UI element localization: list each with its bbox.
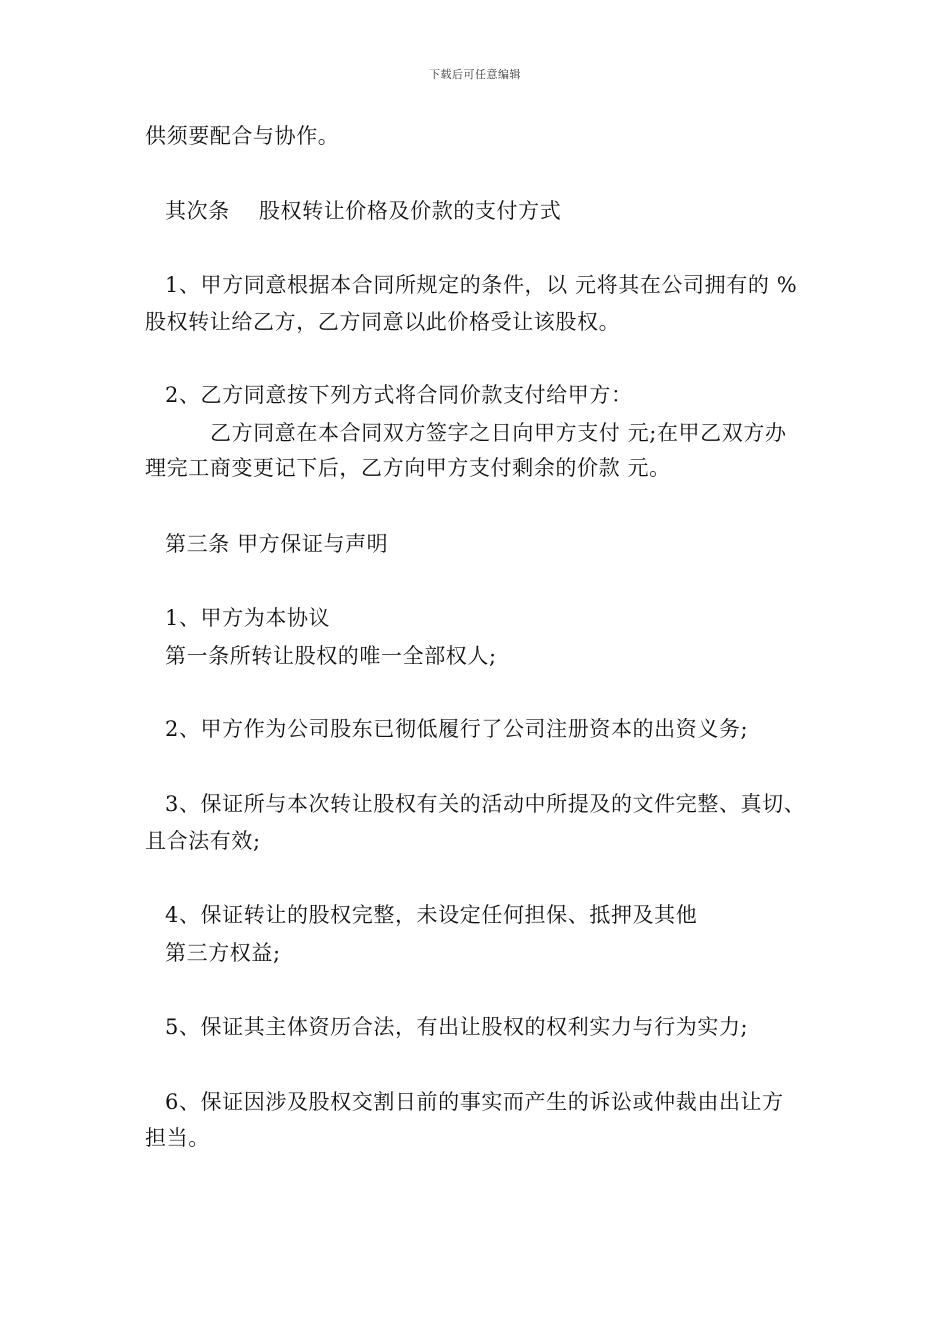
clause-3-1-line-1: 1、甲方为本协议 (165, 606, 331, 630)
clause-3-4-line-2: 第三方权益; (165, 941, 281, 965)
clause-2-1-line-2: 股权转让给乙方，乙方同意以此价格受让该股权。 (145, 310, 621, 334)
clause-3-3-line-2: 且合法有效; (145, 829, 261, 853)
clause-3-6-line-2: 担当。 (145, 1126, 210, 1150)
paragraph-line: 供须要配合与协作。 (145, 124, 340, 148)
clause-3-1-line-2: 第一条所转让股权的唯一全部权人; (165, 644, 497, 668)
clause-3-2: 2、甲方作为公司股东已彻低履行了公司注册资本的出资义务; (165, 717, 749, 741)
clause-3-6-line-1: 6、保证因涉及股权交割日前的事实而产生的诉讼或仲裁由出让方 (165, 1090, 784, 1114)
clause-2-2-line-2: 乙方同意在本合同双方签字之日向甲方支付 元;在甲乙双方办 (210, 421, 787, 445)
clause-3-5: 5、保证其主体资历合法，有出让股权的权利实力与行为实力; (165, 1015, 749, 1039)
section-heading-article-2: 其次条 股权转让价格及价款的支付方式 (165, 199, 562, 223)
clause-2-2-line-3: 理完工商变更记下后，乙方向甲方支付剩余的价款 元。 (145, 456, 671, 480)
clause-2-2-line-1: 2、乙方同意按下列方式将合同价款支付给甲方： (165, 383, 633, 407)
clause-3-3-line-1: 3、保证所与本次转让股权有关的活动中所提及的文件完整、真切、 (165, 792, 806, 816)
clause-3-4-line-1: 4、保证转让的股权完整，未设定任何担保、抵押及其他 (165, 903, 698, 927)
section-heading-article-3: 第三条 甲方保证与声明 (165, 532, 389, 556)
clause-2-1-line-1: 1、甲方同意根据本合同所规定的条件，以 元将其在公司拥有的 % (165, 273, 798, 297)
page-header: 下载后可任意编辑 (429, 68, 521, 81)
